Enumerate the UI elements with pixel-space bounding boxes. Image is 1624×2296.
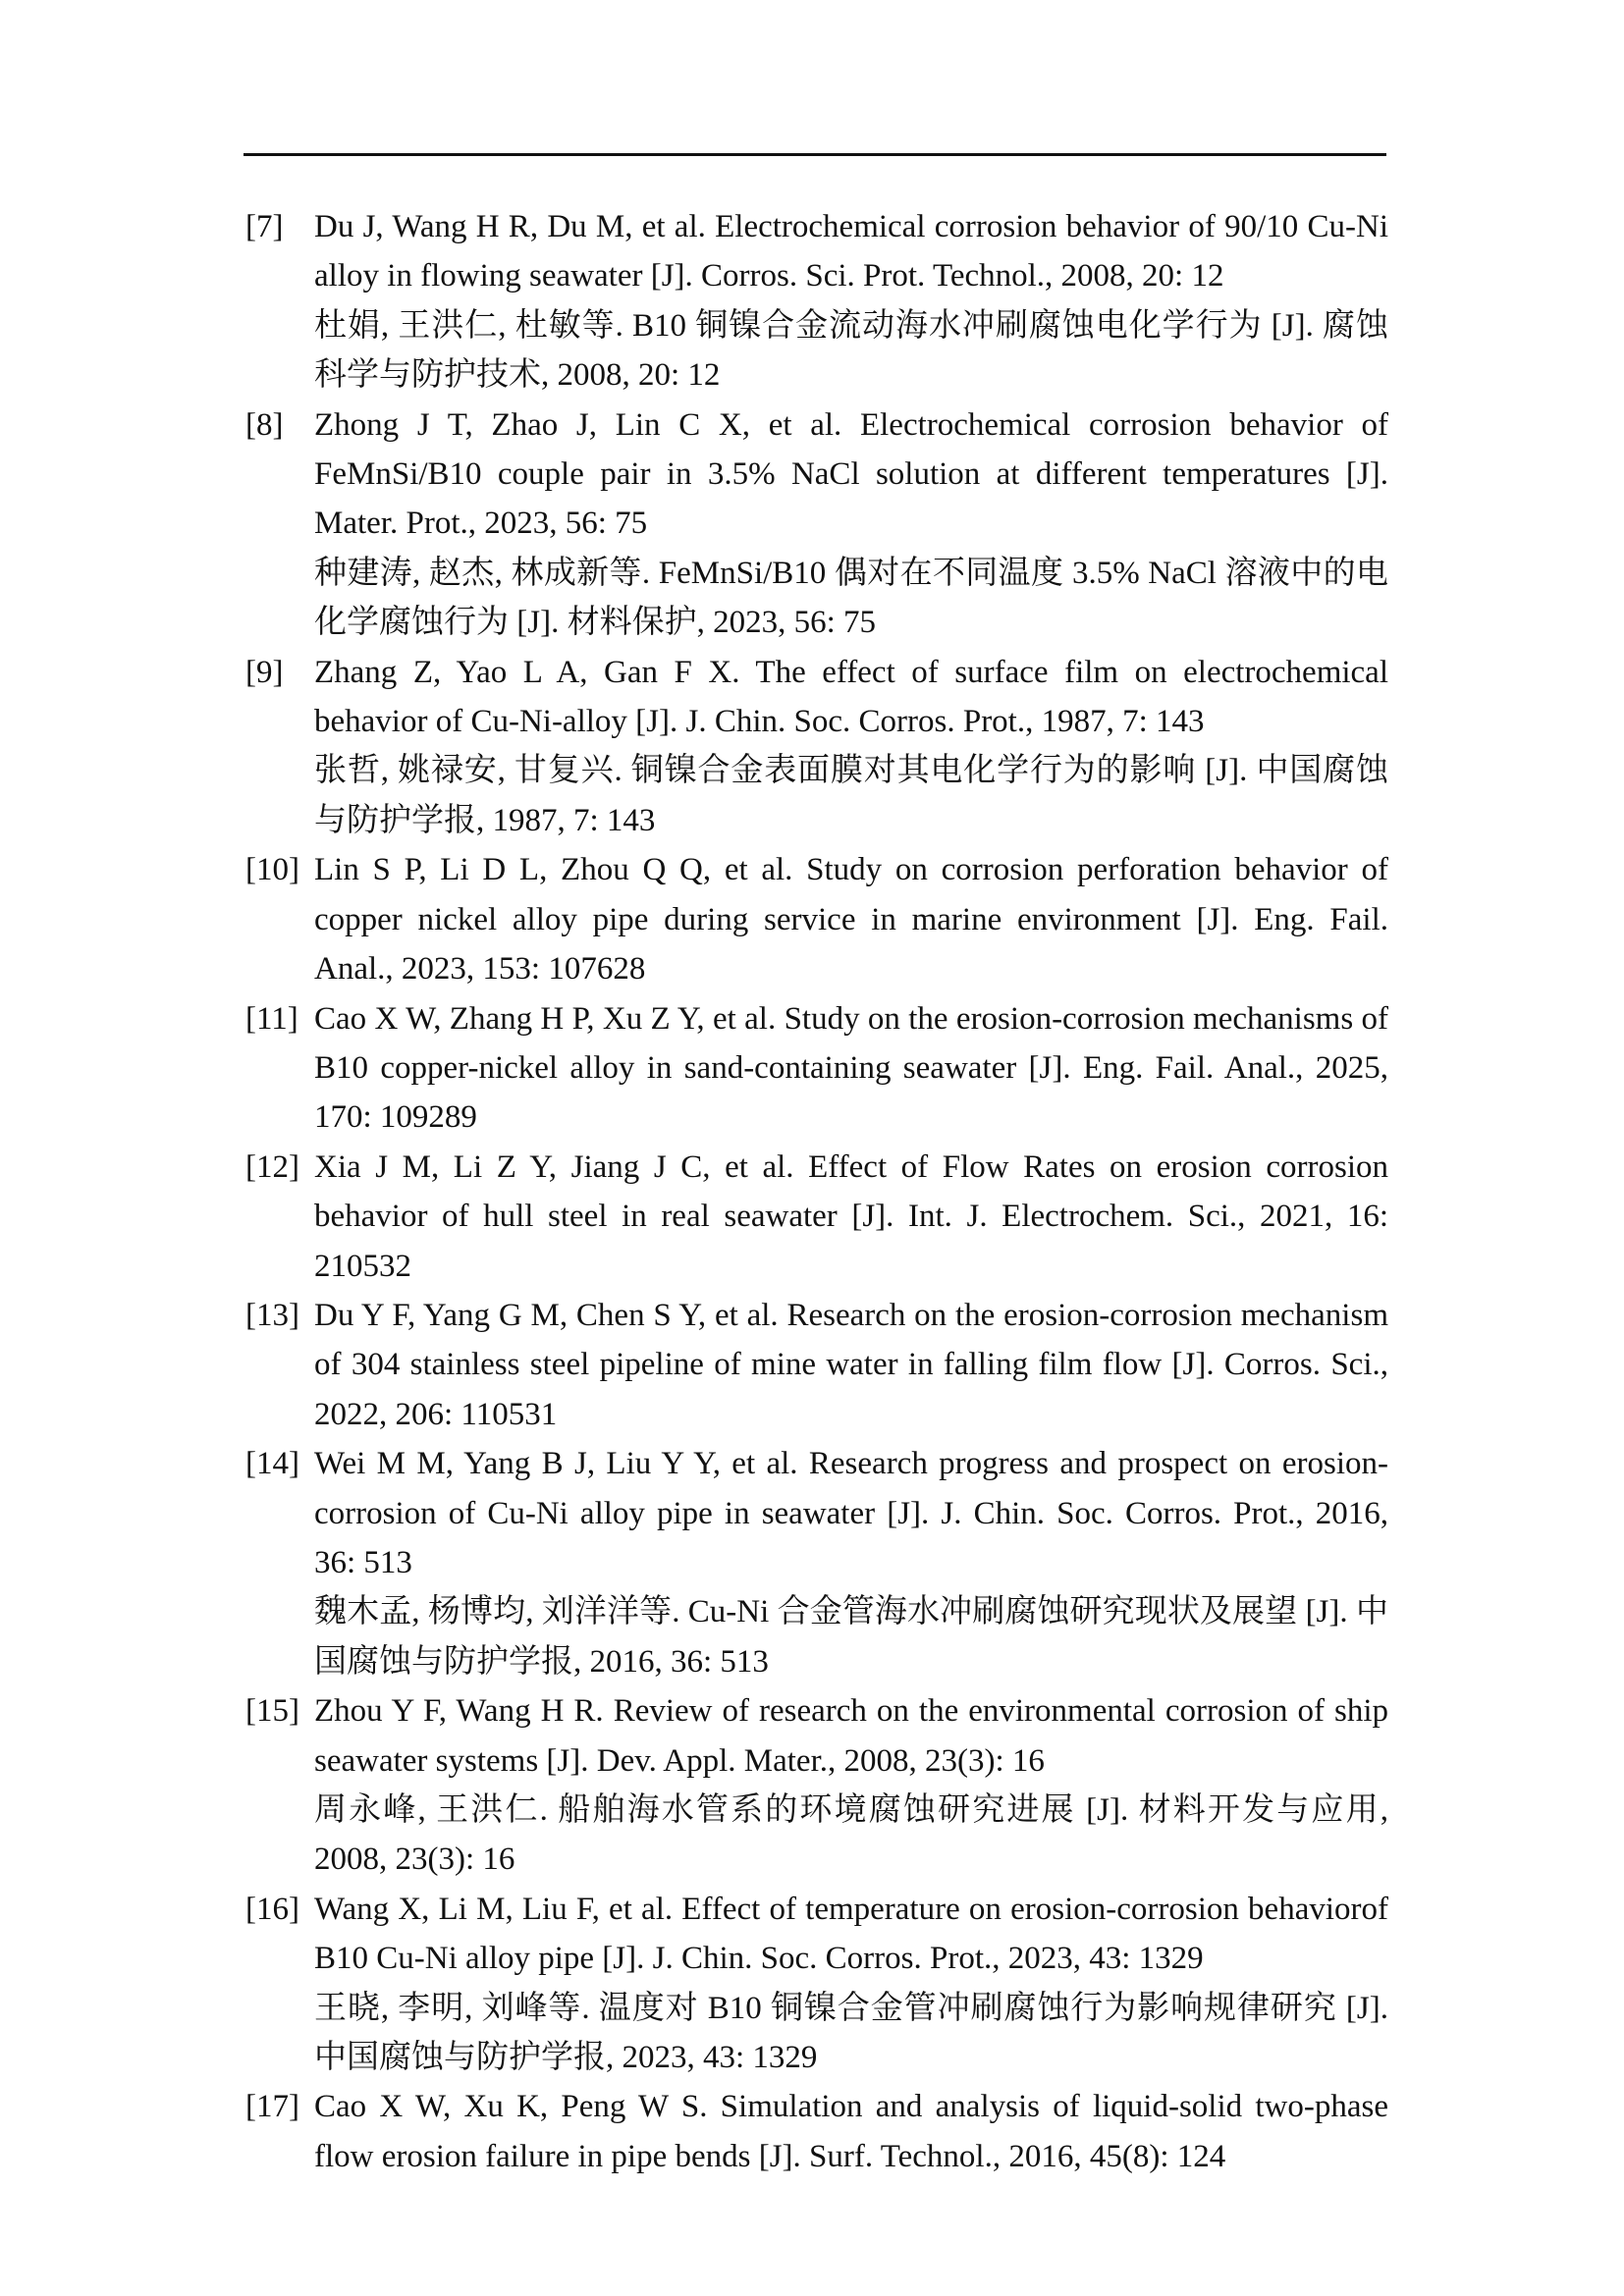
reference-english: Zhou Y F, Wang H R. Review of research on the environmental corrosion of ship seawater systems [J]. Dev. Appl. Mater., 2008, 23(3): 16 bbox=[314, 1693, 1388, 1779]
reference-english: Zhang Z, Yao L A, Gan F X. The effect of surface film on electrochemical behavior of Cu-Ni-alloy [J]. J. Chin. Soc. Corros. Prot., 1987, 7: 143 bbox=[314, 654, 1388, 740]
reference-11 bbox=[245, 994, 1388, 1143]
reference-chinese: 周永峰, 王洪仁. 船舶海水管系的环境腐蚀研究进展 [J]. 材料开发与应用, 2008, 23(3): 16 bbox=[314, 1792, 1388, 1878]
reference-number: [17] bbox=[245, 2089, 299, 2125]
reference-8 bbox=[245, 400, 1388, 648]
reference-english: Cao X W, Xu K, Peng W S. Simulation and analysis of liquid-solid two-phase flow erosion failure in pipe bends [J]. Surf. Technol., 2016, 45(8): 124 bbox=[314, 2089, 1388, 2174]
reference-number: [16] bbox=[245, 1891, 299, 1927]
reference-english: Xia J M, Li Z Y, Jiang J C, et al. Effect of Flow Rates on erosion corrosion behavior of hull steel in real seawater [J]. Int. J. Electrochem. Sci., 2021, 16: 210532 bbox=[314, 1148, 1388, 1284]
header-rule bbox=[244, 153, 1386, 156]
reference-number: [8] bbox=[245, 406, 284, 443]
reference-number: [15] bbox=[245, 1693, 299, 1730]
reference-14 bbox=[245, 1439, 1388, 1686]
reference-english: Wei M M, Yang B J, Liu Y Y, et al. Research progress and prospect on erosion-corrosion of Cu-Ni alloy pipe in seawater [J]. J. Chin. Soc. Corros. Prot., 2016, 36: 513 bbox=[314, 1446, 1388, 1580]
reference-number: [11] bbox=[245, 1000, 298, 1037]
reference-15 bbox=[245, 1686, 1388, 1885]
reference-english: Du Y F, Yang G M, Chen S Y, et al. Research on the erosion-corrosion mechanism of 304 stainless steel pipeline of mine water in falling film flow [J]. Corros. Sci., 2022, 206: 110531 bbox=[314, 1297, 1388, 1432]
reference-chinese: 王晓, 李明, 刘峰等. 温度对 B10 铜镍合金管冲刷腐蚀行为影响规律研究 [J]. 中国腐蚀与防护学报, 2023, 43: 1329 bbox=[314, 1990, 1388, 2076]
reference-chinese: 种建涛, 赵杰, 林成新等. FeMnSi/B10 偶对在不同温度 3.5% NaCl 溶液中的电化学腐蚀行为 [J]. 材料保护, 2023, 56: 75 bbox=[314, 555, 1388, 641]
reference-number: [12] bbox=[245, 1148, 299, 1185]
reference-9 bbox=[245, 648, 1388, 846]
reference-chinese: 魏木孟, 杨博均, 刘洋洋等. Cu-Ni 合金管海水冲刷腐蚀研究现状及展望 [J]. 中国腐蚀与防护学报, 2016, 36: 513 bbox=[314, 1594, 1388, 1680]
reference-english: Lin S P, Li D L, Zhou Q Q, et al. Study on corrosion perforation behavior of copper nickel alloy pipe during service in marine environment [J]. Eng. Fail. Anal., 2023, 153: 107628 bbox=[314, 852, 1388, 988]
reference-number: [14] bbox=[245, 1446, 299, 1482]
reference-number: [10] bbox=[245, 852, 299, 888]
reference-7 bbox=[245, 202, 1388, 400]
reference-english: Zhong J T, Zhao J, Lin C X, et al. Electrochemical corrosion behavior of FeMnSi/B10 couple pair in 3.5% NaCl solution at different temperatures [J]. Mater. Prot., 2023, 56: 75 bbox=[314, 406, 1388, 542]
reference-english: Du J, Wang H R, Du M, et al. Electrochemical corrosion behavior of 90/10 Cu-Ni alloy in flowing seawater [J]. Corros. Sci. Prot. Technol., 2008, 20: 12 bbox=[314, 209, 1388, 294]
reference-number: [7] bbox=[245, 209, 284, 244]
reference-list bbox=[245, 202, 1388, 2181]
reference-13 bbox=[245, 1291, 1388, 1439]
reference-number: [9] bbox=[245, 654, 284, 690]
reference-10 bbox=[245, 845, 1388, 993]
reference-16 bbox=[245, 1885, 1388, 2083]
reference-17 bbox=[245, 2082, 1388, 2181]
reference-english: Wang X, Li M, Liu F, et al. Effect of temperature on erosion-corrosion behaviorof B10 Cu-Ni alloy pipe [J]. J. Chin. Soc. Corros. Prot., 2023, 43: 1329 bbox=[314, 1891, 1388, 1977]
reference-english: Cao X W, Zhang H P, Xu Z Y, et al. Study on the erosion-corrosion mechanisms of B10 copper-nickel alloy in sand-containing seawater [J]. Eng. Fail. Anal., 2025, 170: 109289 bbox=[314, 1000, 1388, 1136]
reference-12 bbox=[245, 1143, 1388, 1291]
reference-chinese: 杜娟, 王洪仁, 杜敏等. B10 铜镍合金流动海水冲刷腐蚀电化学行为 [J]. 腐蚀科学与防护技术, 2008, 20: 12 bbox=[314, 307, 1388, 394]
reference-chinese: 张哲, 姚禄安, 甘复兴. 铜镍合金表面膜对其电化学行为的影响 [J]. 中国腐蚀与防护学报, 1987, 7: 143 bbox=[314, 753, 1388, 838]
reference-number: [13] bbox=[245, 1297, 299, 1333]
